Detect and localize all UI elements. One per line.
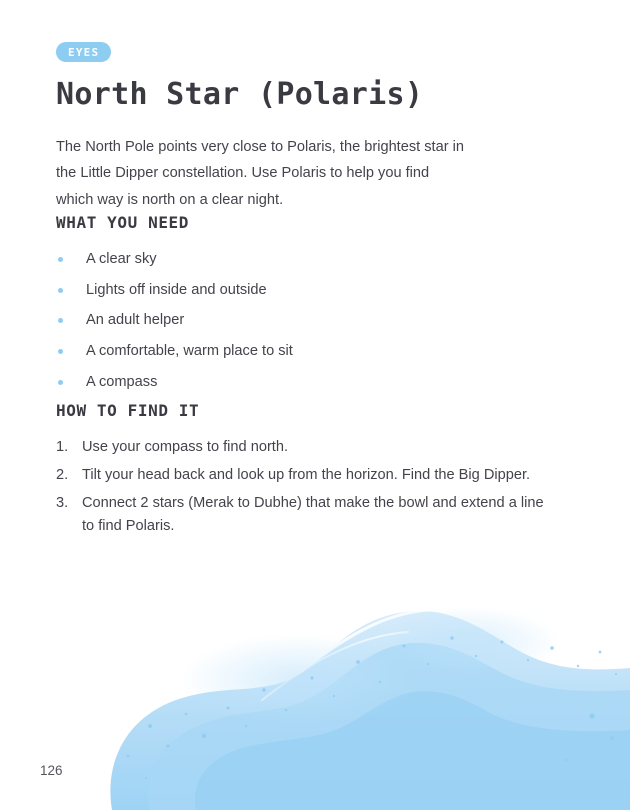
step-text: Use your compass to find north. [82,439,289,456]
how-to-find-it-list [56,436,556,539]
list-item [56,492,556,539]
step-text: Tilt your head back and look up from the horizon. Find the Big Dipper. [82,466,531,483]
decorative-water-splash [0,550,630,810]
list-item [56,309,556,333]
bullet-dot-icon [58,257,63,262]
list-item [56,279,556,303]
list-item-label: Lights off inside and outside [86,281,267,298]
list-item [56,340,556,364]
list-item [56,371,556,395]
list-item [56,248,556,272]
section-heading-what-you-need: WHAT YOU NEED [56,213,190,233]
category-badge: EYES [56,42,111,62]
what-you-need-list [56,248,556,394]
bullet-dot-icon [58,349,63,354]
list-item-label: A comfortable, warm place to sit [86,343,293,360]
page-number: 126 [40,763,63,778]
list-item-label: A compass [86,373,158,390]
bullet-dot-icon [58,288,63,293]
bullet-dot-icon [58,318,63,323]
list-item [56,464,556,488]
page-content [56,0,556,543]
step-number: 2. [56,466,69,483]
bullet-dot-icon [58,380,63,385]
step-number: 3. [56,494,69,511]
step-text: Connect 2 stars (Merak to Dubhe) that make the bowl and extend a line to find Polaris. [82,494,544,535]
step-number: 1. [56,439,69,456]
section-heading-how-to-find-it: HOW TO FIND IT [56,401,200,421]
intro-paragraph: The North Pole points very close to Polaris, the brightest star in the Little Dipper constellation. Use Polaris to help you find which way is north on a clear night. [56,138,465,208]
list-item-label: A clear sky [86,251,157,268]
page-title: North Star (Polaris) [56,77,424,112]
list-item [56,436,556,460]
list-item-label: An adult helper [86,312,185,329]
